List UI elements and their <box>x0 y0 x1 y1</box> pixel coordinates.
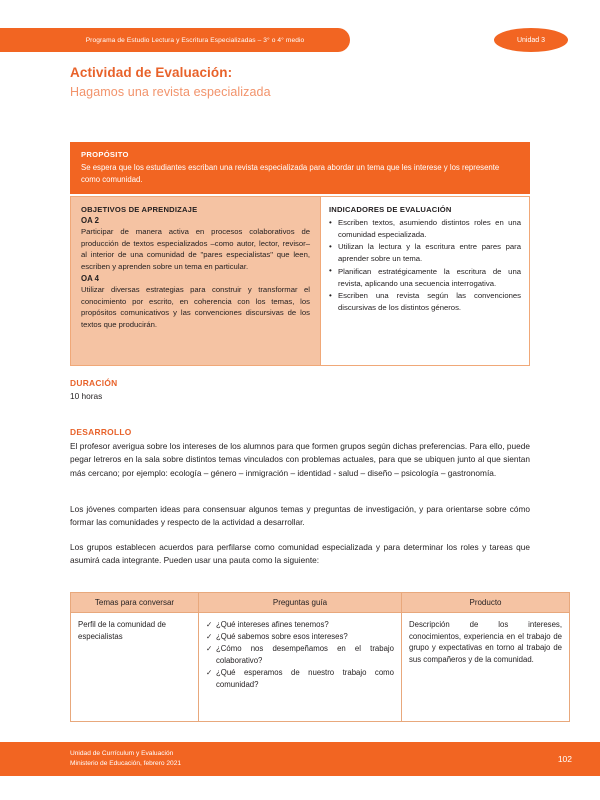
objetivos-column <box>70 196 320 366</box>
proposito-label: PROPÓSITO <box>81 150 129 159</box>
indicador-text: Planifican estratégicamente la escritura de una revista, aplicando una secuencia interrogativa. <box>338 266 521 288</box>
proposito-box <box>70 142 530 194</box>
proposito-text: Se espera que los estudiantes escriban una revista especializada para abordar un tema que les interese y los represente como comunidad. <box>81 163 500 184</box>
pregunta-text: ¿Cómo nos desempeñamos en el trabajo colaborativo? <box>216 644 394 666</box>
bullet-icon: • <box>329 241 332 251</box>
desarrollo-paragraph: Los grupos establecen acuerdos para perfilarse como comunidad especializada y para determinar los roles y tareas que asumirá cada integrante. Pueden usar una pauta como la siguiente: <box>70 542 530 566</box>
indicadores-label: INDICADORES DE EVALUACIÓN <box>329 205 452 214</box>
footer-line-1: Unidad de Currículum y Evaluación <box>70 749 174 757</box>
list-item <box>206 643 394 666</box>
bullet-icon: • <box>329 217 332 227</box>
check-icon: ✓ <box>206 620 213 629</box>
check-icon: ✓ <box>206 644 213 654</box>
indicadores-list <box>329 217 521 314</box>
desarrollo-paragraph: El profesor averigua sobre los intereses de los alumnos para que formen grupos según dichas preferencias. Para ello, puede pegar letreros en la sala sobre distintos temas vinculados con problemas actuales, para que se ubiquen junto al que sientan más cercano; por ejemplo: ecología – género – inmigración – identidad - salud – diseño – psicología – gastronomía. <box>70 441 530 478</box>
page-title: Actividad de Evaluación: <box>70 65 233 80</box>
list-item <box>329 290 521 313</box>
table-body <box>71 613 570 722</box>
duracion-value: 10 horas <box>70 391 103 401</box>
objectives-indicators-section <box>70 196 530 366</box>
cell-producto: Descripción de los intereses, conocimientos, experiencia en el trabajo de grupo y expectativas en torno al trabajo de sus compañeros y de la comunidad. <box>402 613 570 722</box>
pregunta-text: ¿Qué intereses afines tenemos? <box>216 620 329 629</box>
table-row <box>71 613 570 722</box>
oa-text: Participar de manera activa en procesos colaborativos de producción de textos especializados –como autor, lector, revisor– al interior de una comunidad de "pares especialistas" que leen, escriben y aprenden sobre un tema en particular. <box>81 227 310 272</box>
program-header-bar <box>0 28 350 52</box>
column-header-producto: Producto <box>402 593 570 613</box>
page-subtitle: Hagamos una revista especializada <box>70 85 271 100</box>
list-item <box>206 667 394 690</box>
check-icon: ✓ <box>206 668 213 678</box>
unit-badge-label: Unidad 3 <box>516 36 546 44</box>
indicador-text: Escriben textos, asumiendo distintos roles en una comunidad especializada. <box>338 218 521 239</box>
preguntas-list <box>206 619 394 691</box>
cell-tema: Perfil de la comunidad de especialistas <box>71 613 199 722</box>
pauta-table <box>70 592 570 722</box>
table-header <box>71 593 570 613</box>
desarrollo-label: DESARROLLO <box>70 427 132 437</box>
program-header-label: Programa de Estudio Lectura y Escritura Especializadas – 3° o 4° medio <box>85 36 305 44</box>
page-number: 102 <box>557 754 572 764</box>
desarrollo-paragraph: Los jóvenes comparten ideas para consensuar algunos temas y preguntas de investigación, y para orientarse sobre cómo formar las comunidades y respecto de la actividad a desarrollar. <box>70 504 530 528</box>
oa-code: OA 4 <box>81 273 99 283</box>
oa-code: OA 2 <box>81 216 99 225</box>
duracion-label: DURACIÓN <box>70 378 118 388</box>
column-header-temas: Temas para conversar <box>71 593 199 613</box>
page-footer <box>0 742 600 776</box>
indicador-text: Utilizan la lectura y la escritura entre pares para aprender sobre un tema. <box>338 242 521 264</box>
list-item <box>329 266 521 289</box>
oa-text: Utilizar diversas estrategias para construir y transformar el conocimiento por escrito, en coherencia con los temas, los propósitos comunicativos y las convenciones discursivas de los textos que producirán. <box>81 284 310 329</box>
list-item <box>329 217 521 240</box>
footer-line-2: Ministerio de Educación, febrero 2021 <box>70 760 182 767</box>
bullet-icon: • <box>329 266 332 276</box>
cell-preguntas <box>199 613 402 722</box>
check-icon: ✓ <box>206 632 213 642</box>
page-title-block <box>70 64 540 101</box>
list-item <box>329 241 521 264</box>
indicadores-column <box>320 196 530 366</box>
table-header-row <box>71 593 570 613</box>
indicador-text: Escriben una revista según las convenciones discursivas de los distintos géneros. <box>338 291 521 312</box>
pregunta-text: ¿Qué sabemos sobre esos intereses? <box>216 632 348 642</box>
bullet-icon: • <box>329 290 332 300</box>
list-item <box>206 631 394 643</box>
objetivos-label: OBJETIVOS DE APRENDIZAJE <box>81 205 198 214</box>
pregunta-text: ¿Qué esperamos de nuestro trabajo como comunidad? <box>216 668 394 689</box>
column-header-preguntas: Preguntas guía <box>199 593 402 613</box>
unit-badge <box>494 28 568 52</box>
list-item <box>206 619 394 631</box>
footer-institution <box>70 749 181 769</box>
